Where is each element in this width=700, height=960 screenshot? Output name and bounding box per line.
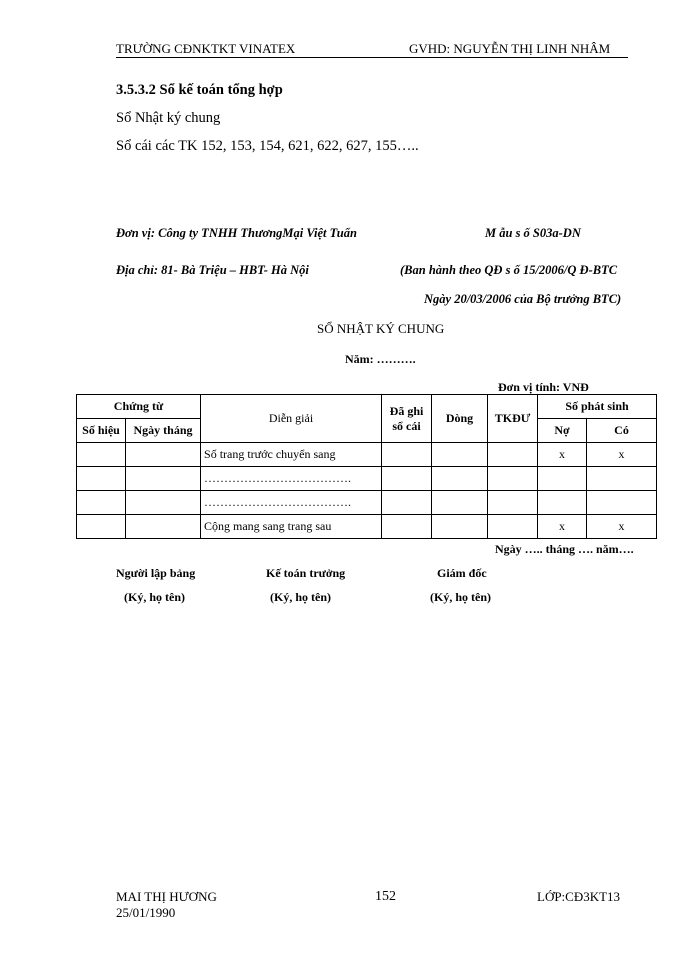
header-account: TKĐƯ <box>488 395 538 443</box>
table-row <box>77 515 657 539</box>
header-divider <box>116 57 628 58</box>
company-address: Địa chỉ: 81- Bà Triệu – HBT- Hà Nội <box>116 263 309 277</box>
footer-class: LỚP:CĐ3KT13 <box>537 889 621 904</box>
currency-unit: Đơn vị tính: VNĐ <box>498 380 589 394</box>
form-code: M ẫu s ố S03a-DN <box>485 226 581 240</box>
header-description: Diễn giải <box>201 395 382 443</box>
signature-preparer-note: (Ký, họ tên) <box>124 590 185 604</box>
row-description: Cộng mang sang trang sau <box>201 515 382 539</box>
row-debit: x <box>538 515 587 539</box>
row-credit: x <box>587 443 657 467</box>
footer-student: MAI THỊ HƯƠNG <box>116 889 217 904</box>
header-voucher-date: Ngày tháng <box>126 419 201 443</box>
header-teacher: GVHD: NGUYỄN THỊ LINH NHÂM <box>409 41 611 56</box>
header-debit: Nợ <box>538 419 587 443</box>
row-description: Số trang trước chuyển sang <box>201 443 382 467</box>
footer-dob: 25/01/1990 <box>116 905 176 920</box>
row-description: ………………………………. <box>201 491 382 515</box>
signature-chief-accountant-note: (Ký, họ tên) <box>270 590 331 604</box>
header-posted-b: sổ cái <box>392 418 421 433</box>
table-row <box>77 443 657 467</box>
signature-preparer-role: Người lập bảng <box>116 566 196 580</box>
row-credit: x <box>587 515 657 539</box>
header-voucher: Chứng từ <box>77 395 201 419</box>
header-amount: Số phát sinh <box>538 395 657 419</box>
journal-table <box>76 394 657 539</box>
journal-year: Năm: ………. <box>345 352 416 366</box>
signature-director-note: (Ký, họ tên) <box>430 590 491 604</box>
table-header-row-1 <box>77 395 657 419</box>
table-row <box>77 467 657 491</box>
row-debit: x <box>538 443 587 467</box>
company-unit: Đơn vị: Công ty TNHH ThươngMại Việt Tuấn <box>116 226 357 240</box>
signature-director-role: Giám đốc <box>437 566 487 580</box>
header-school: TRƯỜNG CĐNKTKT VINATEX <box>116 41 296 56</box>
header-posted-a: Đã ghi <box>389 403 424 418</box>
journal-title: SỔ NHẬT KÝ CHUNG <box>317 321 445 336</box>
row-debit <box>538 491 587 515</box>
row-credit <box>587 491 657 515</box>
page-number: 152 <box>375 889 396 904</box>
row-description: ………………………………. <box>201 467 382 491</box>
header-line: Dòng <box>432 395 488 443</box>
header-posted <box>382 395 432 443</box>
signature-chief-accountant-role: Kế toán trưởng <box>266 566 346 580</box>
section-line-2: Sổ cái các TK 152, 153, 154, 621, 622, 627, 155….. <box>116 138 419 154</box>
decree-line-1: (Ban hành theo QĐ s ố 15/2006/Q Đ-BTC <box>400 263 618 277</box>
section-line-1: Sổ Nhật ký chung <box>116 110 221 126</box>
decree-line-2: Ngày 20/03/2006 của Bộ trưởng BTC) <box>424 292 622 306</box>
row-debit <box>538 467 587 491</box>
header-voucher-no: Số hiệu <box>77 419 126 443</box>
section-heading: 3.5.3.2 Sổ kế toán tổng hợp <box>116 82 283 98</box>
table-row <box>77 491 657 515</box>
date-line: Ngày ….. tháng …. năm…. <box>495 542 634 556</box>
row-credit <box>587 467 657 491</box>
header-credit: Có <box>587 419 657 443</box>
